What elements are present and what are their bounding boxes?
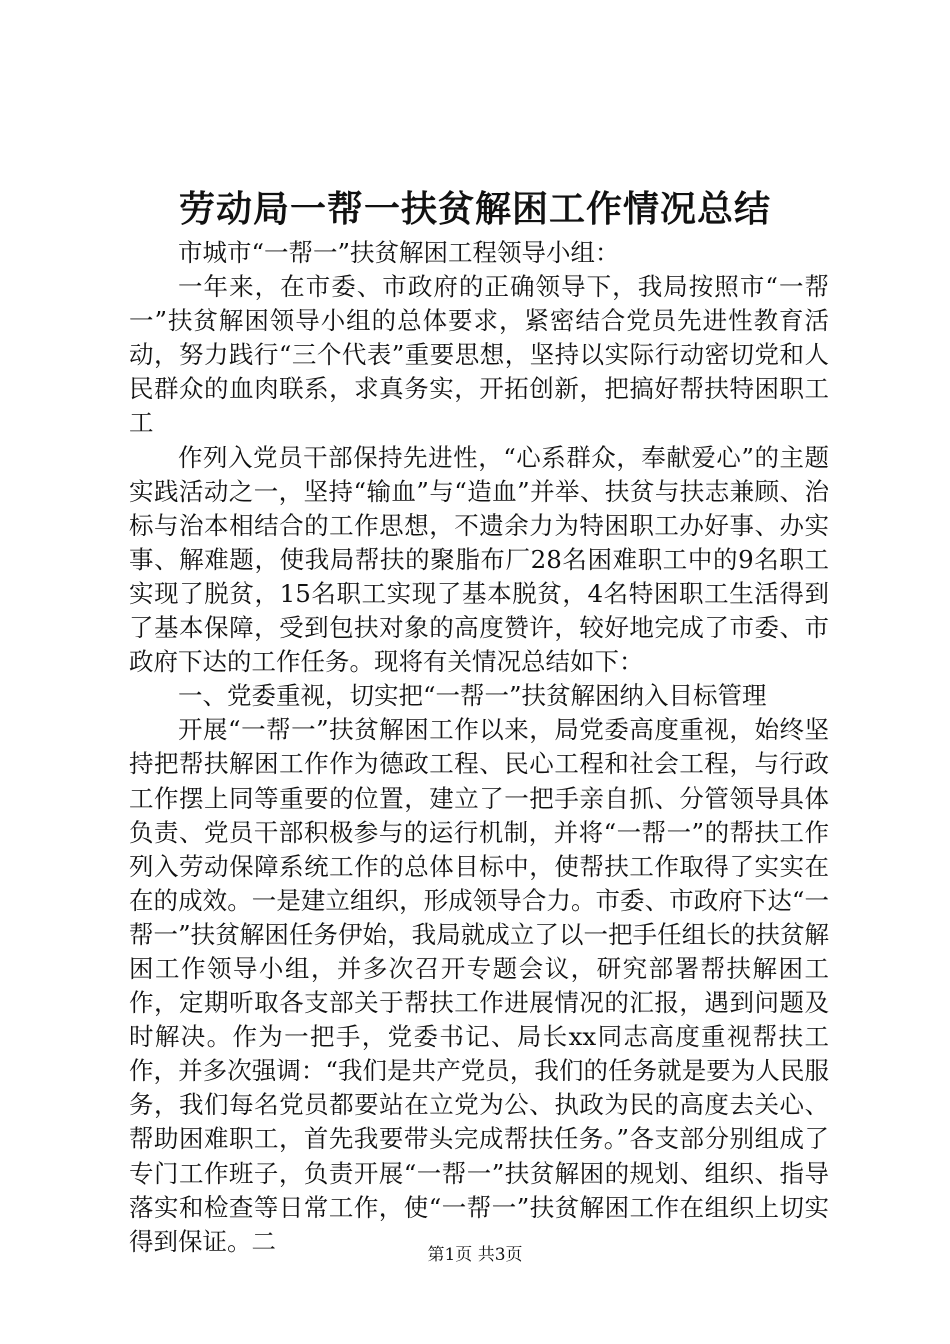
body-paragraph: 作列入党员干部保持先进性，“心系群众，奉献爱心”的主题实践活动之一，坚持“输血”与“造血”并举、扶贫与扶志兼顾、治标与治本相结合的工作思想，不遗余力为特困职工办好事、办实事、解难题，使我局帮扶的聚脂布厂28名困难职工中的9名职工实现了脱贫，15名职工实现了基本脱贫，4名特困职工生活得到了基本保障，受到包扶对象的高度赞许，较好地完成了市委、市政府下达的工作任务。现将有关情况总结如下： (129, 442, 829, 677)
section-heading: 一、党委重视，切实把“一帮一”扶贫解困纳入目标管理 (178, 681, 767, 711)
body-paragraph: 开展“一帮一”扶贫解困工作以来，局党委高度重视，始终坚持把帮扶解困工作作为德政工程、民心工程和社会工程，与行政工作摆上同等重要的位置，建立了一把手亲自抓、分管领导具体负责、党员干部积极参与的运行机制，并将“一帮一”的帮扶工作列入劳动保障系统工作的总体目标中，使帮扶工作取得了实实在在的成效。一是建立组织，形成领导合力。市委、市政府下达“一帮一”扶贫解困任务伊始，我局就成立了以一把手任组长的扶贫解困工作领导小组，并多次召开专题会议，研究部署帮扶解困工作，定期听取各支部关于帮扶工作进展情况的汇报，遇到问题及时解决。作为一把手，党委书记、局长xx同志高度重视帮扶工作，并多次强调：“我们是共产党员，我们的任务就是要为人民服务，我们每名党员都要站在立党为公、执政为民的高度去关心、帮助困难职工，首先我要带头完成帮扶任务。”各支部分别组成了专门工作班子，负责开展“一帮一”扶贫解困的规划、组织、指导落实和检查等日常工作，使“一帮一”扶贫解困工作在组织上切实得到保证。二 (129, 715, 829, 1256)
salutation-paragraph: 市城市“一帮一”扶贫解困工程领导小组： (178, 238, 620, 267)
document-title: 劳动局一帮一扶贫解困工作情况总结 (178, 188, 771, 230)
document-body (129, 236, 829, 1259)
body-paragraph: 一年来，在市委、市政府的正确领导下，我局按照市“一帮一”扶贫解困领导小组的总体要求，紧密结合党员先进性教育活动，努力践行“三个代表”重要思想，坚持以实际行动密切党和人民群众的血肉联系，求真务实，开拓创新，把搞好帮扶特困职工工 (129, 272, 829, 438)
page-number-footer: 第1页 共3页 (427, 1245, 523, 1265)
